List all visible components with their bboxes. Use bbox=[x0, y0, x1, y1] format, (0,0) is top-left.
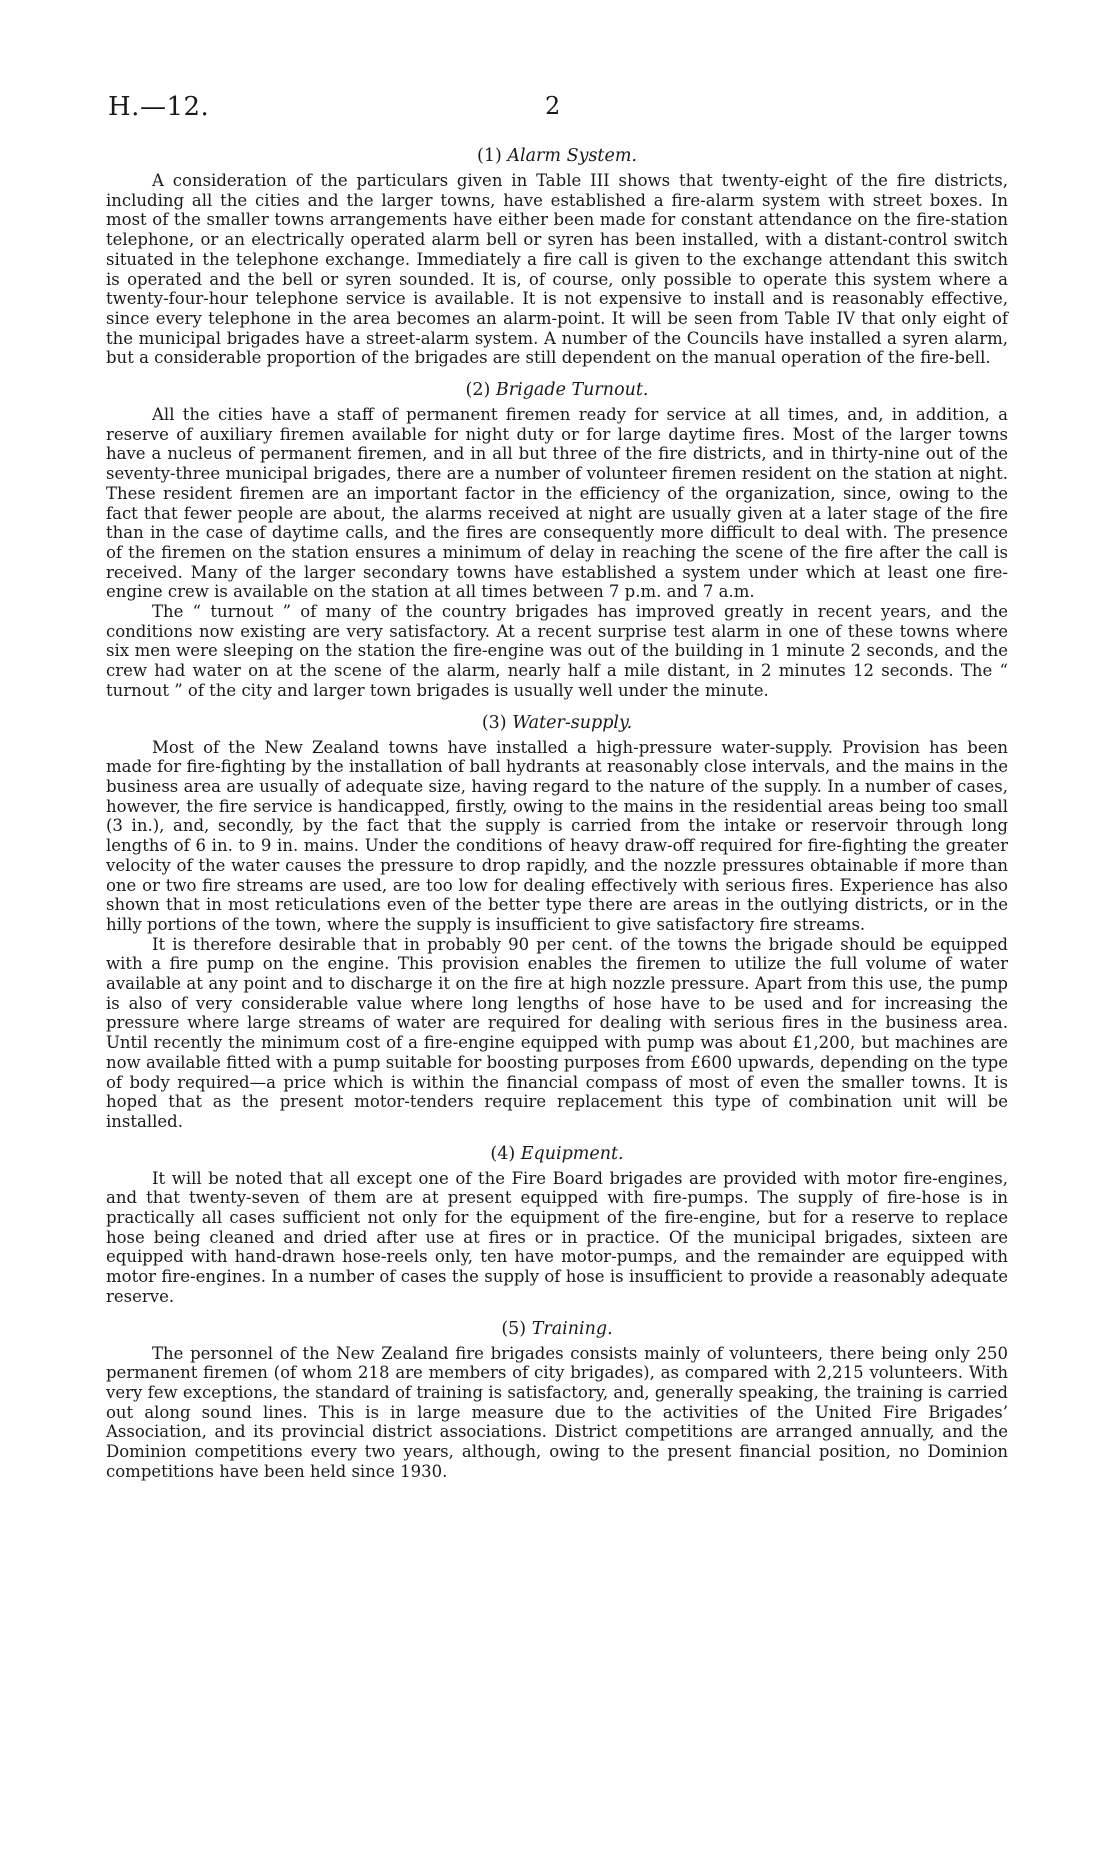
section-number: (3) bbox=[481, 712, 507, 733]
section-title: Brigade Turnout. bbox=[495, 380, 649, 401]
section-title: Water-supply. bbox=[512, 712, 633, 733]
section-heading-water-supply bbox=[106, 713, 1008, 734]
paragraph: It will be noted that all except one of the Fire Board brigades are provided with motor fire-engines, and that twenty-seven of them are at present equipped with fire-pumps. The supply of fire-hose is in practically all cases sufficient not only for the equipment of the fire-engine, but for a reserve to replace hose being cleaned and dried after use at fires or in practice. Of the municipal brigades, sixteen are equipped with hand-drawn hose-reels only, ten have motor-pumps, and the remainder are equipped with motor fire-engines. In a number of cases the supply of hose is insufficient to provide a reasonably adequate reserve. bbox=[106, 1168, 1008, 1306]
section-heading-equipment bbox=[106, 1144, 1008, 1165]
section-title: Training. bbox=[531, 1318, 613, 1339]
paragraph: All the cities have a staff of permanent firemen ready for service at all times, and, in addition, a reserve of auxiliary firemen available for night duty or for large daytime fires. Most of the larger towns have a nucleus of permanent firemen, and in all but three of the fire districts, and in thirty-nine out of the seventy-three municipal brigades, there are a number of volunteer firemen resident on the station at night. These resident firemen are an important factor in the efficiency of the organization, since, owing to the fact that fewer people are about, the alarms received at night are usually given at a later stage of the fire than in the case of daytime calls, and the fires are consequently more difficult to deal with. The presence of the firemen on the station ensures a minimum of delay in reaching the scene of the fire after the call is received. Many of the larger secondary towns have established a system under which at least one fire-engine crew is available on the station at all times between 7 p.m. and 7 a.m. bbox=[106, 405, 1008, 602]
section-title: Alarm System. bbox=[507, 146, 637, 166]
paragraph: A consideration of the particulars given in Table III shows that twenty-eight of the fire districts, including all the cities and the larger towns, have established a fire-alarm system with street boxes. In most of the smaller towns arrangements have either been made for constant attendance on the fire-station telephone, or an electrically operated alarm bell or syren has been installed, with a distant-control switch situated in the telephone exchange. Immediately a fire call is given to the exchange attendant this switch is operated and the bell or syren sounded. It is, of course, only possible to operate this system where a twenty-four-hour telephone service is available. It is not expensive to install and is reasonably effective, since every telephone in the area becomes an alarm-point. It will be seen from Table IV that only eight of the municipal brigades have a street-alarm system. A number of the Councils have installed a syren alarm, but a considerable proportion of the brigades are still dependent on the manual operation of the fire-bell. bbox=[106, 171, 1008, 368]
section-number: (4) bbox=[490, 1143, 516, 1164]
paragraph: The personnel of the New Zealand fire brigades consists mainly of volunteers, there being only 250 permanent firemen (of whom 218 are members of city brigades), as compared with 2,215 volunteers. With very few exceptions, the standard of training is satisfactory, and, generally speaking, the training is carried out along sound lines. This is in large measure due to the activities of the United Fire Brigades’ Association, and its provincial district associations. District competitions are arranged annually, and the Dominion competitions every two years, although, owing to the present financial position, no Dominion competitions have been held since 1930. bbox=[106, 1343, 1008, 1481]
paragraph: Most of the New Zealand towns have installed a high-pressure water-supply. Provision has been made for fire-fighting by the installation of ball hydrants at reasonably close intervals, and the mains in the business area are usually of adequate size, having regard to the nature of the supply. In a number of cases, however, the fire service is handicapped, firstly, owing to the mains in the residential areas being too small (3 in.), and, secondly, by the fact that the supply is carried from the intake or reservoir through long lengths of 6 in. to 9 in. mains. Under the conditions of heavy draw-off required for fire-fighting the greater velocity of the water causes the pressure to drop rapidly, and the nozzle pressures obtainable if more than one or two fire streams are used, are too low for dealing effectively with serious fires. Experience has also shown that in most reticulations even of the better type there are areas in the outlying districts, or in the hilly portions of the town, where the supply is insufficient to give satisfactory fire streams. bbox=[106, 737, 1008, 934]
section-number: (5) bbox=[501, 1318, 527, 1339]
section-number: (1) bbox=[477, 146, 502, 166]
section-heading-alarm-system bbox=[106, 146, 1008, 167]
page-number: 2 bbox=[545, 92, 561, 120]
document-body bbox=[106, 146, 1008, 1481]
document-reference: H.—12. bbox=[108, 92, 210, 122]
paragraph: The “ turnout ” of many of the country brigades has improved greatly in recent years, and the conditions now existing are very satisfactory. At a recent surprise test alarm in one of these towns where six men were sleeping on the station the fire-engine was out of the building in 1 minute 2 seconds, and the crew had water on at the scene of the alarm, nearly half a mile distant, in 2 minutes 12 seconds. The “ turnout ” of the city and larger town brigades is usually well under the minute. bbox=[106, 602, 1008, 700]
section-heading-training bbox=[106, 1319, 1008, 1340]
paragraph: It is therefore desirable that in probably 90 per cent. of the towns the brigade should be equipped with a fire pump on the engine. This provision enables the firemen to utilize the full volume of water available at any point and to discharge it on the fire at high nozzle pressure. Apart from this use, the pump is also of very considerable value where long lengths of hose have to be used and for increasing the pressure where large streams of water are required for dealing with serious fires in the business area. Until recently the minimum cost of a fire-engine equipped with pump was about £1,200, but machines are now available fitted with a pump suitable for boosting purposes from £600 upwards, depending on the type of body required—a price which is within the financial compass of most of even the smaller towns. It is hoped that as the present motor-tenders require replacement this type of combination unit will be installed. bbox=[106, 934, 1008, 1131]
section-title: Equipment. bbox=[520, 1143, 624, 1164]
section-number: (2) bbox=[465, 380, 491, 401]
section-heading-brigade-turnout bbox=[106, 380, 1008, 401]
